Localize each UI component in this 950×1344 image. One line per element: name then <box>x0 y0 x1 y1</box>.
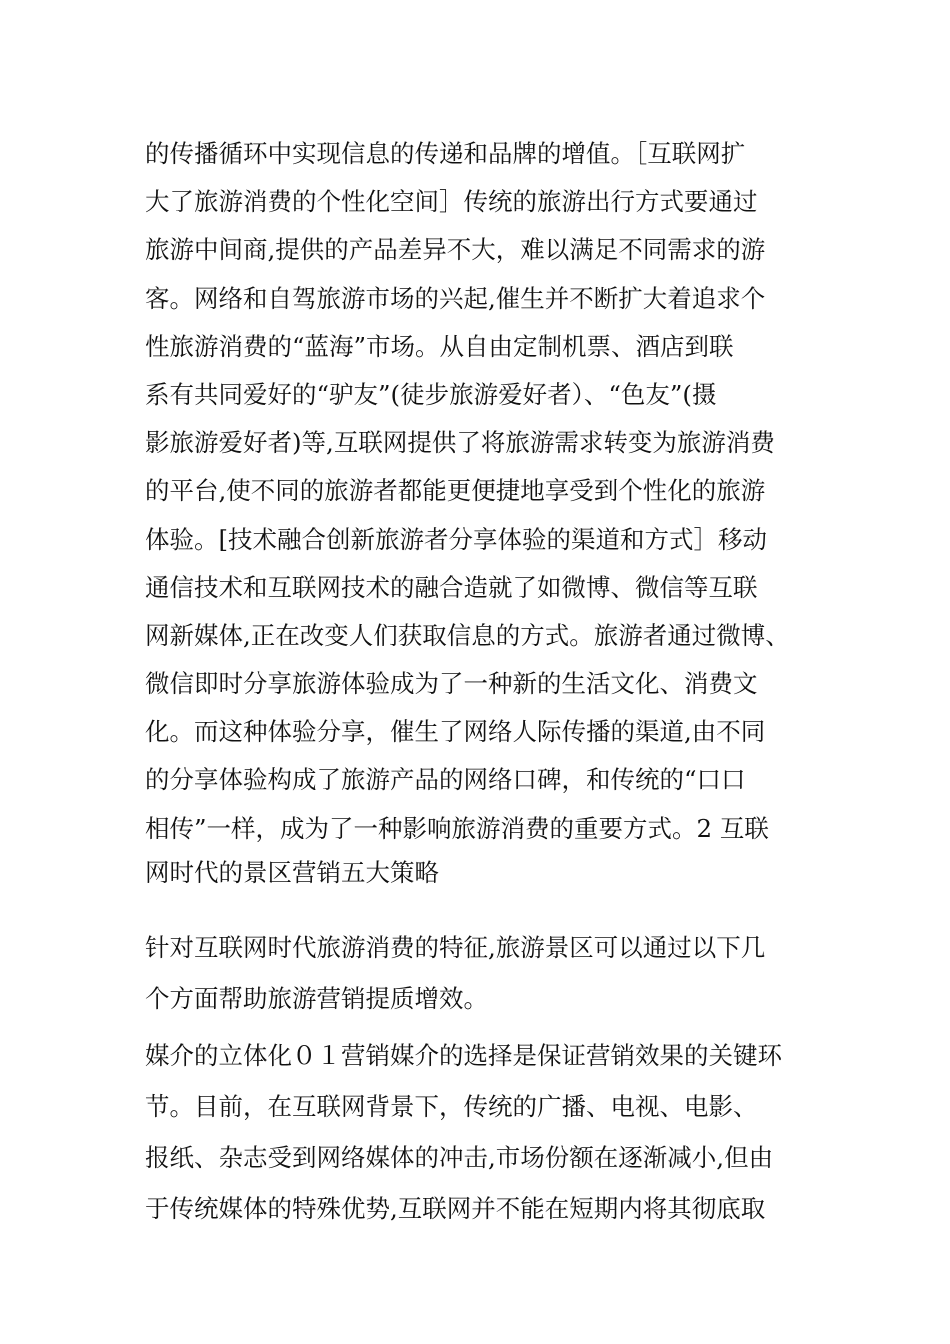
paragraph-3 <box>145 1030 835 1234</box>
text-line: 系有共同爱好的“驴友”(徒步旅游爱好者）、“色友”(摄 <box>145 379 717 409</box>
text-line: 个方面帮助旅游营销提质增效。 <box>145 984 488 1013</box>
text-line: 的平台,使不同的旅游者都能更便捷地享受到个性化的旅游 <box>145 476 766 506</box>
text-line: 的传播循环中实现信息的传递和品牌的增值。［互联网扩 <box>145 139 746 168</box>
text-line: 大了旅游消费的个性化空间］传统的旅游出行方式要通过 <box>145 187 758 217</box>
text-line: 相传”一样，成为了一种影响旅游消费的重要方式。2 互联 <box>145 813 769 843</box>
text-line: 于传统媒体的特殊优势,互联网并不能在短期内将其彻底取 <box>145 1194 766 1223</box>
text-line: 的分享体验构成了旅游产品的网络口碑，和传统的“口口 <box>145 765 746 795</box>
text-line: 网新媒体,正在改变人们获取信息的方式。旅游者通过微博、 <box>145 620 790 650</box>
text-line: 媒介的立体化０１营销媒介的选择是保证营销效果的关键环 <box>145 1041 782 1070</box>
text-line: 针对互联网时代旅游消费的特征,旅游景区可以通过以下几 <box>145 933 766 962</box>
text-line: 网时代的景区营销五大策略 <box>145 857 439 887</box>
paragraph-1 <box>145 130 835 893</box>
text-line: 节。目前，在互联网背景下，传统的广播、电视、电影、 <box>145 1092 758 1121</box>
text-line: 客。网络和自驾旅游市场的兴起,催生并不断扩大着追求个 <box>145 283 766 313</box>
text-line: 体验。[技术融合创新旅游者分享体验的渠道和方式］移动 <box>145 524 768 554</box>
text-line: 性旅游消费的“蓝海”市场。从自由定制机票、酒店到联 <box>145 331 734 361</box>
text-line: 化。而这种体验分享，催生了网络人际传播的渠道,由不同 <box>145 717 766 747</box>
text-line: 影旅游爱好者)等,互联网提供了将旅游需求转变为旅游消费 <box>145 428 775 458</box>
text-line: 旅游中间商,提供的产品差异不大，难以满足不同需求的游 <box>145 235 766 265</box>
text-line: 报纸、杂志受到网络媒体的冲击,市场份额在逐渐减小,但由 <box>145 1143 774 1172</box>
text-line: 通信技术和互联网技术的融合造就了如微博、微信等互联 <box>145 572 758 602</box>
text-line: 微信即时分享旅游体验成为了一种新的生活文化、消费文 <box>145 669 758 699</box>
paragraph-2 <box>145 922 835 1024</box>
